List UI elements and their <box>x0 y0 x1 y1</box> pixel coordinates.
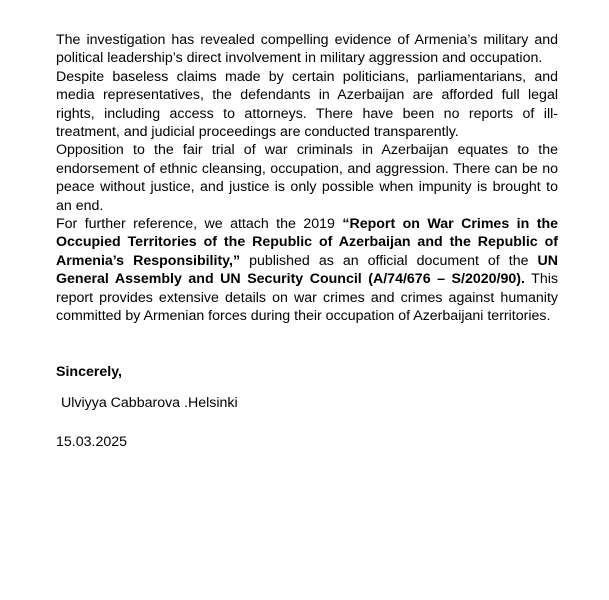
reference-outro: This report provides extensive details on war crimes and crimes against humanity committed by Armenian forces during their occupation of Azerbaijani territories. <box>56 271 558 325</box>
paragraph-reference <box>56 215 558 325</box>
reference-mid: published as an official document of the <box>240 252 538 269</box>
paragraph-evidence: The investigation has revealed compelling evidence of Armenia’s military and political leadership’s direct involvement in military aggression and occupation. <box>56 32 558 67</box>
letter-body <box>56 31 558 452</box>
reference-intro: For further reference, we attach the 2019 <box>56 216 343 233</box>
date: 15.03.2025 <box>56 434 128 451</box>
paragraph-fair-trial: Opposition to the fair trial of war criminals in Azerbaijan equates to the endorsement of ethnic cleansing, occupation, and aggression. There can be no peace without justice, and justice is only possible when impunity is brought to an end. <box>56 142 558 214</box>
closing: Sincerely, <box>56 363 122 380</box>
report-title: “Report on War Crimes in the Occupied Territories of the Republic of Azerbaijan and the Republic of Armenia’s Responsibility,” <box>56 216 558 269</box>
publishing-body: UN General Assembly and UN Security Council (A/74/676 – S/2020/90). <box>56 252 559 288</box>
signature: Ulviyya Cabbarova .Helsinki <box>61 394 238 411</box>
paragraph-legal-rights: Despite baseless claims made by certain politicians, parliamentarians, and media representatives, the defendants in Azerbaijan are afforded full legal rights, including access to attorneys. There have been no reports of ill-treatment, and judicial proceedings are conducted transparently. <box>56 68 558 141</box>
